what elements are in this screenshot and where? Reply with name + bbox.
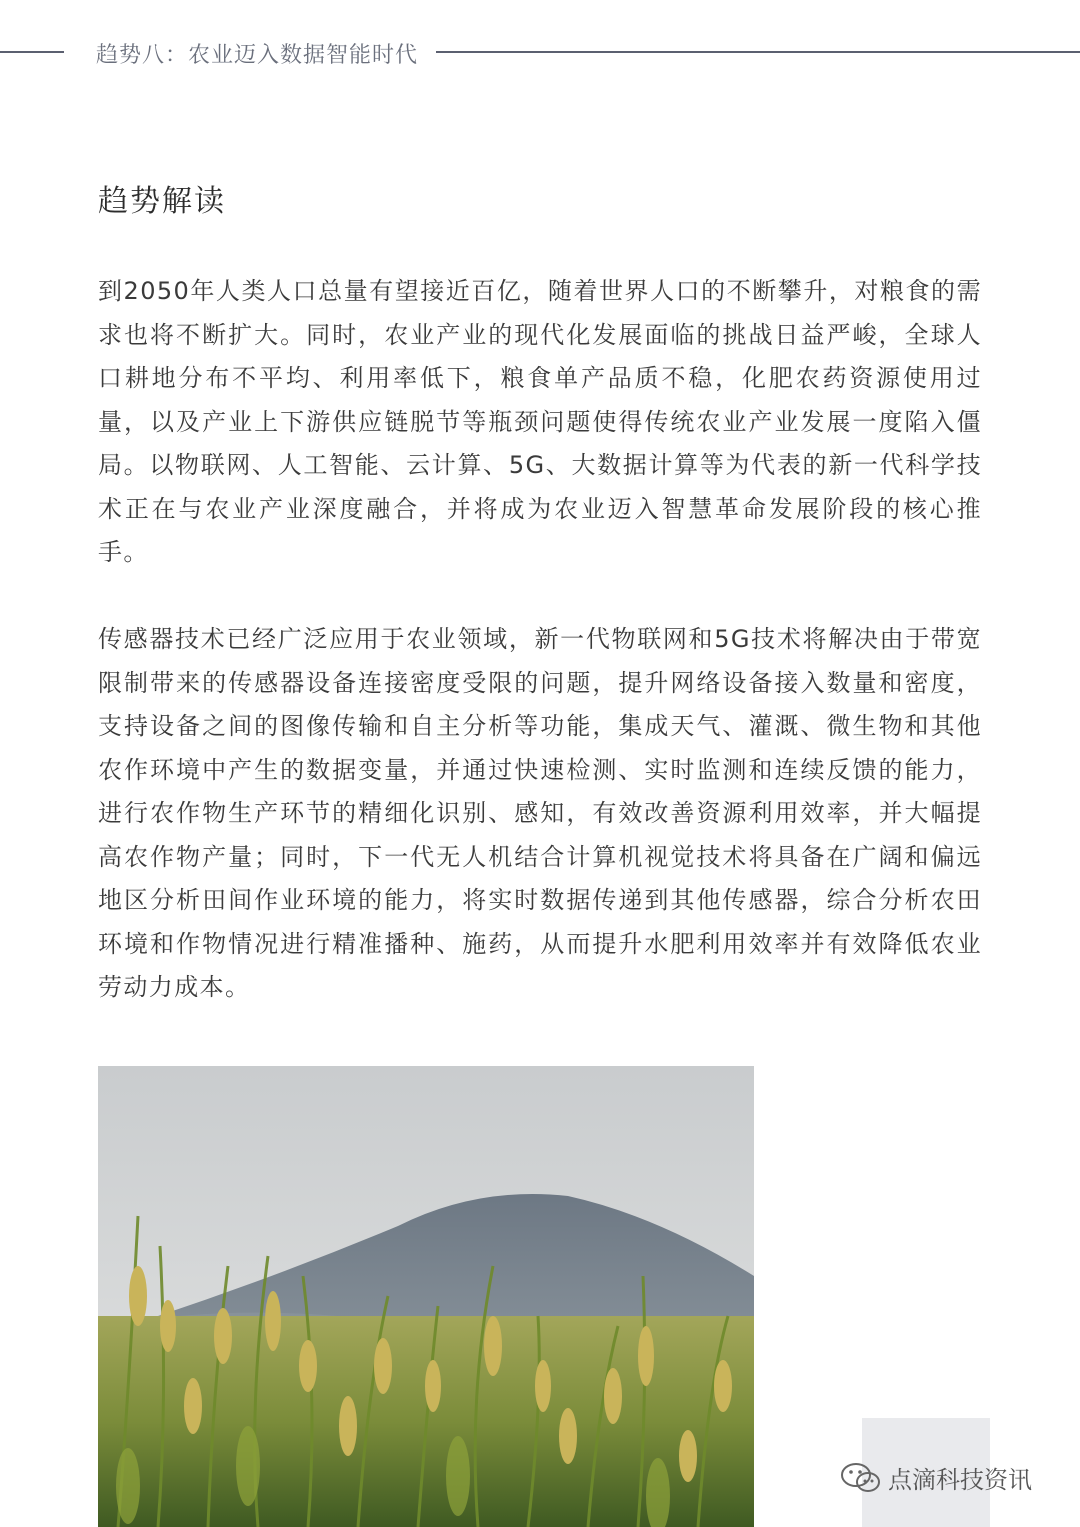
body-paragraph-1: 到2050年人类人口总量有望接近百亿，随着世界人口的不断攀升，对粮食的需求也将不断扩大。同时，农业产业的现代化发展面临的挑战日益严峻，全球人口耕地分布不平均、利用率低下，粮食单产品质不稳，化肥农药资源使用过量，以及产业上下游供应链脱节等瓶颈问题使得传统农业产业发展一度陷入僵局。以物联网、人工智能、云计算、5G、大数据计算等为代表的新一代科学技术正在与农业产业深度融合，并将成为农业迈入智慧革命发展阶段的核心推手。	[98, 277, 982, 566]
watermark	[840, 1460, 1032, 1495]
header-rule-left	[0, 51, 64, 53]
section-title: 趋势解读	[98, 184, 226, 219]
watermark-text: 点滴科技资讯	[888, 1466, 1032, 1494]
chapter-header: 趋势八：农业迈入数据智能时代	[96, 43, 419, 68]
wechat-icon	[840, 1461, 882, 1495]
body-paragraph-2: 传感器技术已经广泛应用于农业领域，新一代物联网和5G技术将解决由于带宽限制带来的传感器设备连接密度受限的问题，提升网络设备接入数量和密度，支持设备之间的图像传输和自主分析等功能，集成天气、灌溉、微生物和其他农作环境中产生的数据变量，并通过快速检测、实时监测和连续反馈的能力，进行农作物生产环节的精细化识别、感知，有效改善资源利用效率，并大幅提高农作物产量；同时，下一代无人机结合计算机视觉技术将具备在广阔和偏远地区分析田间作业环境的能力，将实时数据传递到其他传感器，综合分析农田环境和作物情况进行精准播种、施药，从而提升水肥利用效率并有效降低农业劳动力成本。	[98, 625, 982, 1001]
header-rule-right	[436, 51, 1080, 53]
rice-field-photo	[98, 1066, 754, 1527]
